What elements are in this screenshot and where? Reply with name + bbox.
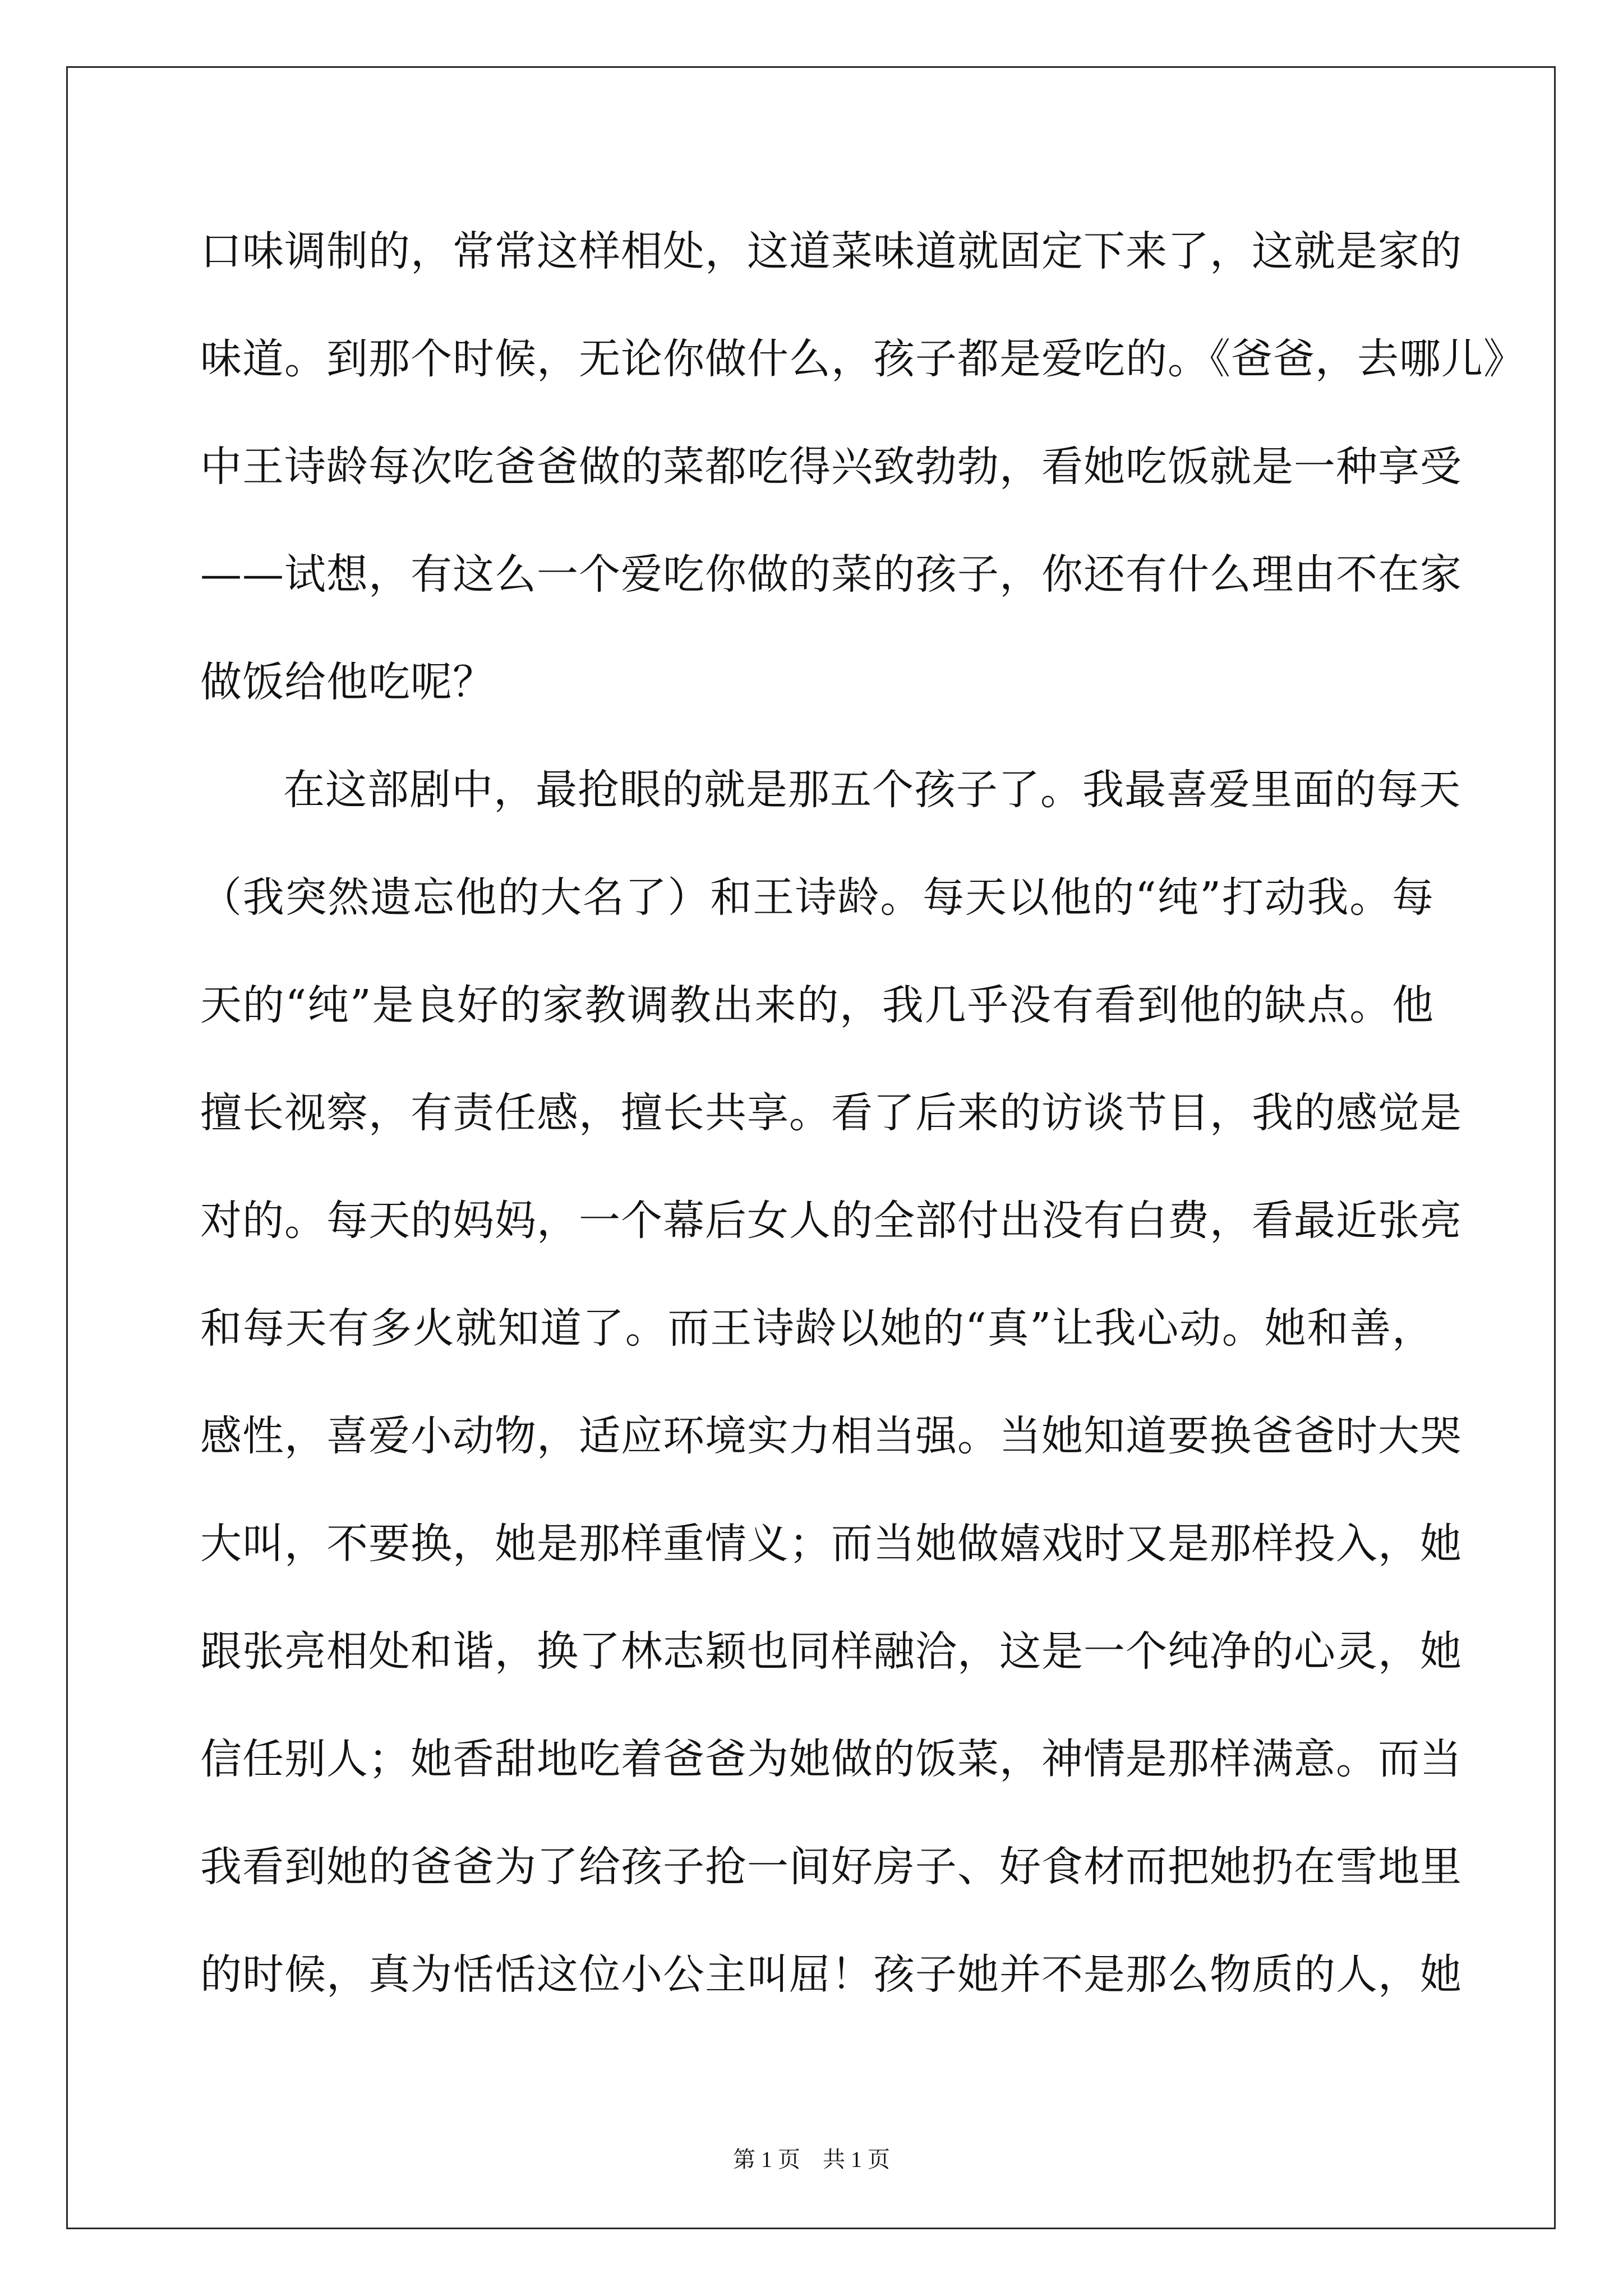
text-line: 和每天有多火就知道了。而王诗龄以她的“真”让我心动。她和善，: [200, 1304, 1434, 1352]
text-line: 感性，喜爱小动物，适应环境实力相当强。当她知道要换爸爸时大哭: [200, 1412, 1462, 1460]
text-line: （我突然遗忘他的大名了）和王诗龄。每天以他的“纯”打动我。每: [200, 873, 1434, 922]
text-line: 的时候，真为恬恬这位小公主叫屈！孩子她并不是那么物质的人，她: [200, 1950, 1462, 1999]
text-line: 擅长视察，有责任感，擅长共享。看了后来的访谈节目，我的感觉是: [200, 1089, 1462, 1137]
text-line: 我看到她的爸爸为了给孩子抢一间好房子、好食材而把她扔在雪地里: [200, 1843, 1462, 1891]
text-line: 口味调制的，常常这样相处，这道菜味道就固定下来了，这就是家的: [200, 227, 1462, 275]
page-number-footer: 第 1 页 共 1 页: [733, 2147, 890, 2172]
text-line: ——试想，有这么一个爱吃你做的菜的孩子，你还有什么理由不在家: [200, 550, 1462, 599]
text-line: 对的。每天的妈妈，一个幕后女人的全部付出没有白费，看最近张亮: [200, 1197, 1462, 1245]
text-line: 信任别人；她香甜地吃着爸爸为她做的饭菜，神情是那样满意。而当: [200, 1735, 1462, 1783]
text-line: 中王诗龄每次吃爸爸做的菜都吃得兴致勃勃，看她吃饭就是一种享受: [200, 443, 1462, 491]
text-line: 做饭给他吃呢？: [200, 658, 495, 706]
text-line: 大叫，不要换，她是那样重情义；而当她做嬉戏时又是那样投入，她: [200, 1520, 1462, 1568]
document-body: [200, 212, 1525, 2043]
text-line: 跟张亮相处和谐，换了林志颖也同样融洽，这是一个纯净的心灵，她: [200, 1627, 1462, 1676]
text-line: 味道。到那个时候，无论你做什么，孩子都是爱吃的。《爸爸，去哪儿》: [200, 335, 1525, 383]
text-line: 天的“纯”是良好的家教调教出来的，我几乎没有看到他的缺点。他: [200, 981, 1434, 1029]
paragraph-first-line: 在这部剧中，最抢眼的就是那五个孩子了。我最喜爱里面的每天: [283, 766, 1461, 814]
